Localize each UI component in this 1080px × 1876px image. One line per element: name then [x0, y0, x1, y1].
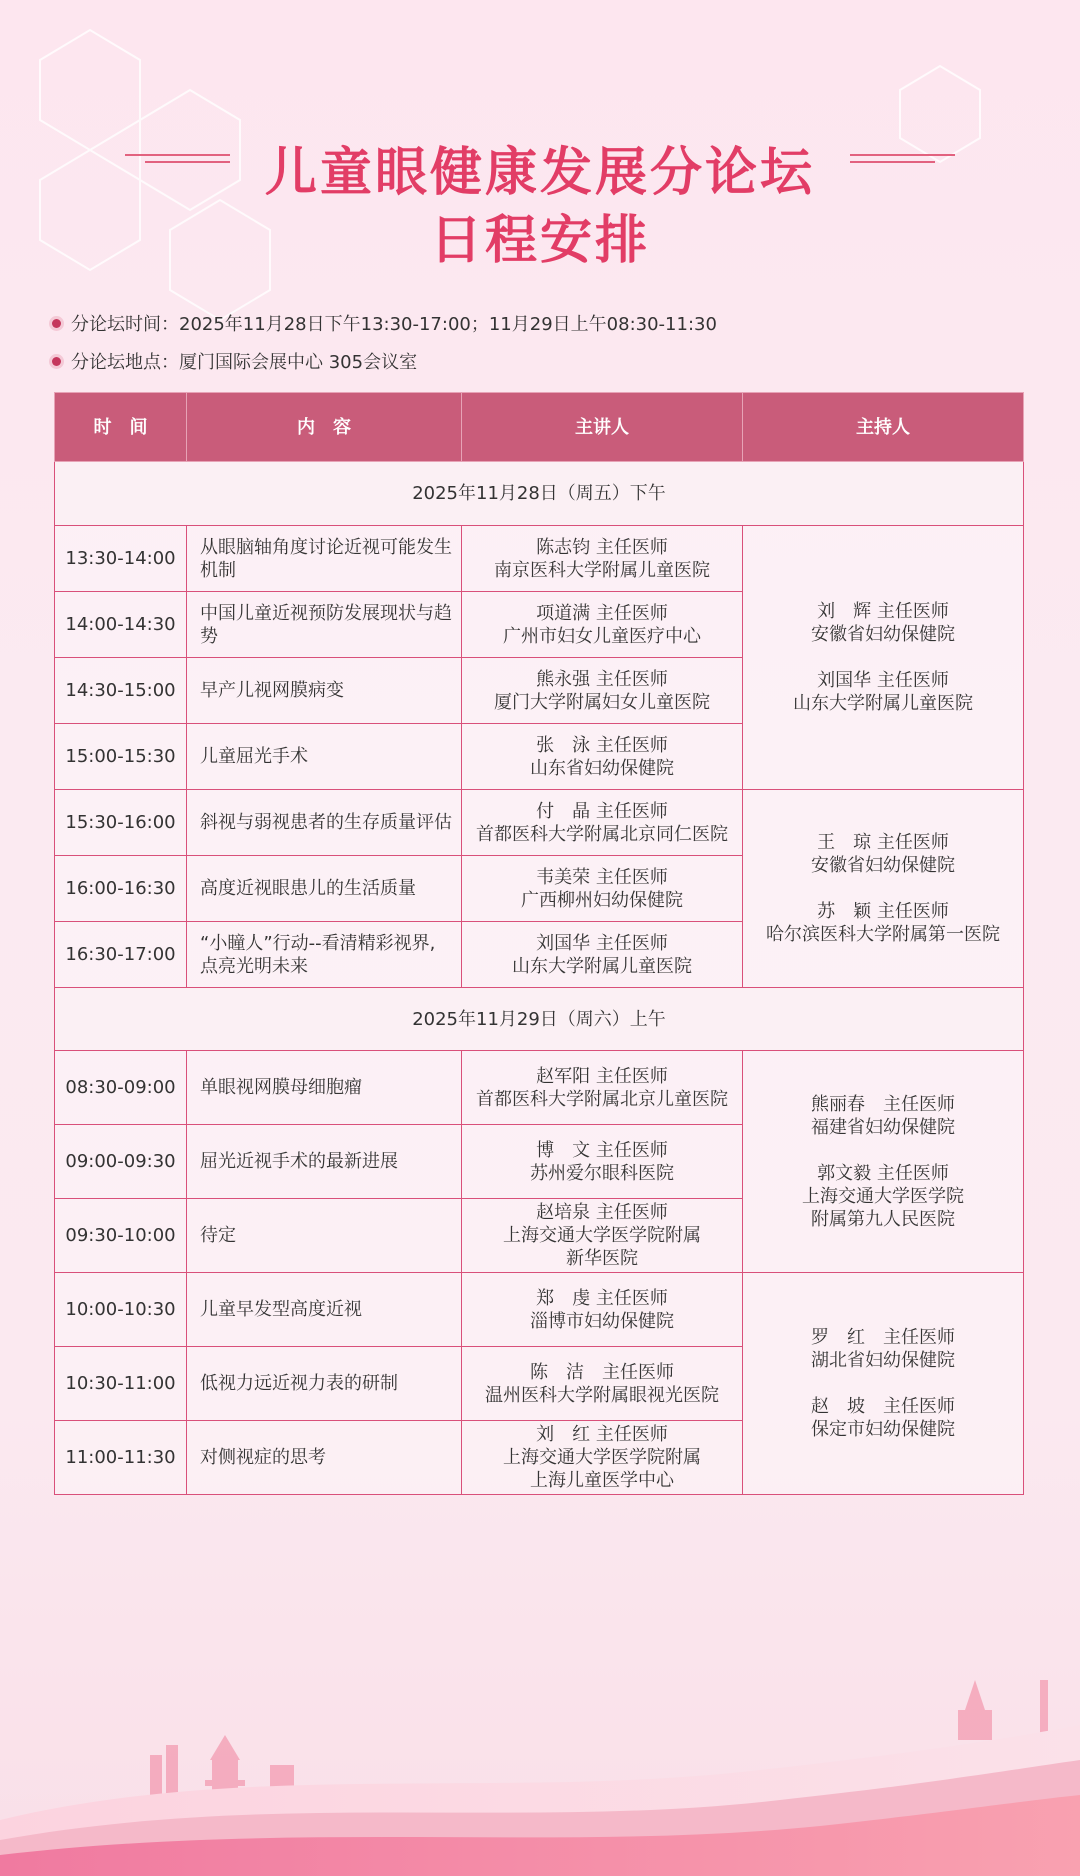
- forum-time-label: 分论坛时间：: [71, 314, 179, 335]
- speaker-cell: [462, 922, 743, 988]
- header-host: 主持人: [743, 393, 1024, 462]
- speaker-line: 首都医科大学附属北京同仁医院: [476, 823, 728, 845]
- table-row: [55, 790, 1024, 856]
- host-line: 安徽省妇幼保健院: [811, 855, 955, 876]
- host-entry: [743, 600, 1023, 646]
- session-time: 14:00-14:30: [55, 592, 187, 658]
- session-time: 10:30-11:00: [55, 1347, 187, 1421]
- host-cell: [743, 526, 1024, 790]
- host-line: 保定市妇幼保健院: [811, 1419, 955, 1440]
- session-topic: 从眼脑轴角度讨论近视可能发生机制: [187, 526, 462, 592]
- forum-place-value: 厦门国际会展中心 305会议室: [179, 352, 418, 373]
- session-time: 16:00-16:30: [55, 856, 187, 922]
- host-line: 附属第九人民医院: [811, 1208, 955, 1230]
- speaker-line: 广西柳州妇幼保健院: [521, 889, 683, 911]
- host-line: 刘 辉 主任医师: [817, 601, 949, 622]
- session-topic: 屈光近视手术的最新进展: [187, 1125, 462, 1199]
- speaker-line: 淄博市妇幼保健院: [530, 1310, 674, 1332]
- session-time: 09:30-10:00: [55, 1199, 187, 1273]
- speaker-line: 熊永强 主任医师: [536, 668, 668, 690]
- speaker-line: 上海交通大学医学院附属: [503, 1225, 701, 1246]
- host-entry: [743, 1162, 1023, 1231]
- speaker-line: 厦门大学附属妇女儿童医院: [494, 691, 710, 713]
- speaker-cell: [462, 1125, 743, 1199]
- host-line: 哈尔滨医科大学附属第一医院: [766, 924, 1000, 945]
- speaker-cell: [462, 1347, 743, 1421]
- session-topic: 高度近视眼患儿的生活质量: [187, 856, 462, 922]
- speaker-cell: [462, 856, 743, 922]
- host-entry: [743, 1326, 1023, 1372]
- host-cell: [743, 790, 1024, 988]
- host-line: 刘国华 主任医师: [817, 670, 949, 691]
- session-topic: “小瞳人”行动--看清精彩视界,点亮光明未来: [187, 922, 462, 988]
- host-entry: [743, 1395, 1023, 1441]
- speaker-cell: [462, 526, 743, 592]
- speaker-line: 陈 洁 主任医师: [530, 1361, 674, 1383]
- speaker-line: 韦美荣 主任医师: [536, 866, 668, 888]
- day-label: 2025年11月29日（周六）上午: [55, 988, 1024, 1051]
- session-topic: 儿童早发型高度近视: [187, 1273, 462, 1347]
- host-line: 熊丽春 主任医师: [811, 1093, 955, 1115]
- speaker-line: 赵培泉 主任医师: [536, 1202, 668, 1223]
- speaker-line: 南京医科大学附属儿童医院: [494, 559, 710, 581]
- host-line: 王 琼 主任医师: [817, 832, 949, 853]
- session-topic: 儿童屈光手术: [187, 724, 462, 790]
- page-subtitle: 日程安排: [429, 211, 650, 271]
- speaker-cell: [462, 1051, 743, 1125]
- session-time: 15:30-16:00: [55, 790, 187, 856]
- host-line: 郭文毅 主任医师: [817, 1162, 949, 1184]
- speaker-cell: [462, 790, 743, 856]
- session-topic: 中国儿童近视预防发展现状与趋势: [187, 592, 462, 658]
- table-header: [55, 393, 1024, 462]
- host-entry: [743, 900, 1023, 946]
- forum-place: [52, 348, 417, 374]
- session-time: 15:00-15:30: [55, 724, 187, 790]
- speaker-line: 付 晶 主任医师: [536, 800, 668, 822]
- day-label: 2025年11月28日（周五）下午: [55, 462, 1024, 526]
- speaker-line: 上海儿童医学中心: [530, 1470, 674, 1491]
- speaker-line: 郑 虔 主任医师: [536, 1287, 668, 1309]
- speaker-cell: [462, 724, 743, 790]
- session-time: 10:00-10:30: [55, 1273, 187, 1347]
- host-line: 赵 坡 主任医师: [811, 1396, 955, 1417]
- speaker-line: 广州市妇女儿童医疗中心: [503, 625, 701, 647]
- page-title: 儿童眼健康发展分论坛: [264, 143, 815, 203]
- speaker-line: 苏州爱尔眼科医院: [530, 1162, 674, 1184]
- session-time: 13:30-14:00: [55, 526, 187, 592]
- session-topic: 低视力远近视力表的研制: [187, 1347, 462, 1421]
- table-row: [55, 1051, 1024, 1125]
- session-topic: 早产儿视网膜病变: [187, 658, 462, 724]
- header-time: 时 间: [55, 393, 187, 462]
- host-line: 罗 红 主任医师: [811, 1327, 955, 1348]
- speaker-line: 陈志钧 主任医师: [536, 536, 668, 558]
- session-time: 11:00-11:30: [55, 1421, 187, 1495]
- speaker-cell: [462, 658, 743, 724]
- host-entry: [743, 669, 1023, 715]
- forum-time-value: 2025年11月28日下午13:30-17:00；11月29日上午08:30-11:30: [179, 314, 717, 335]
- host-line: 山东大学附属儿童医院: [793, 693, 973, 714]
- day-section-row: [55, 988, 1024, 1051]
- forum-time: [52, 310, 717, 336]
- host-line: 湖北省妇幼保健院: [811, 1350, 955, 1371]
- speaker-line: 赵军阳 主任医师: [536, 1065, 668, 1087]
- speaker-line: 刘 红 主任医师: [536, 1424, 668, 1445]
- speaker-line: 刘国华 主任医师: [536, 932, 668, 954]
- speaker-cell: [462, 1273, 743, 1347]
- bullet-icon: [52, 357, 61, 366]
- table-row: [55, 526, 1024, 592]
- table-row: [55, 1273, 1024, 1347]
- session-time: 08:30-09:00: [55, 1051, 187, 1125]
- schedule-table: [54, 392, 1024, 1495]
- speaker-line: 新华医院: [566, 1248, 638, 1269]
- session-time: 14:30-15:00: [55, 658, 187, 724]
- host-line: 福建省妇幼保健院: [811, 1116, 955, 1138]
- header-content: 内 容: [187, 393, 462, 462]
- host-cell: [743, 1273, 1024, 1495]
- speaker-line: 博 文 主任医师: [536, 1139, 668, 1161]
- speaker-cell: [462, 1199, 743, 1273]
- host-entry: [743, 1093, 1023, 1139]
- session-time: 09:00-09:30: [55, 1125, 187, 1199]
- speaker-line: 张 泳 主任医师: [536, 734, 668, 756]
- session-topic: 单眼视网膜母细胞瘤: [187, 1051, 462, 1125]
- forum-place-label: 分论坛地点：: [71, 352, 179, 373]
- speaker-line: 山东大学附属儿童医院: [512, 955, 692, 977]
- bullet-icon: [52, 319, 61, 328]
- session-time: 16:30-17:00: [55, 922, 187, 988]
- speaker-line: 首都医科大学附属北京儿童医院: [476, 1088, 728, 1110]
- host-entry: [743, 831, 1023, 877]
- speaker-line: 山东省妇幼保健院: [530, 757, 674, 779]
- session-topic: 斜视与弱视患者的生存质量评估: [187, 790, 462, 856]
- speaker-cell: [462, 592, 743, 658]
- speaker-line: 项道满 主任医师: [536, 602, 668, 624]
- host-cell: [743, 1051, 1024, 1273]
- header-speaker: 主讲人: [462, 393, 743, 462]
- session-topic: 对侧视症的思考: [187, 1421, 462, 1495]
- host-line: 上海交通大学医学院: [802, 1185, 964, 1207]
- speaker-line: 温州医科大学附属眼视光医院: [485, 1384, 719, 1406]
- host-line: 苏 颖 主任医师: [817, 901, 949, 922]
- speaker-cell: [462, 1421, 743, 1495]
- speaker-line: 上海交通大学医学院附属: [503, 1447, 701, 1468]
- host-line: 安徽省妇幼保健院: [811, 624, 955, 645]
- day-section-row: [55, 462, 1024, 526]
- session-topic: 待定: [187, 1199, 462, 1273]
